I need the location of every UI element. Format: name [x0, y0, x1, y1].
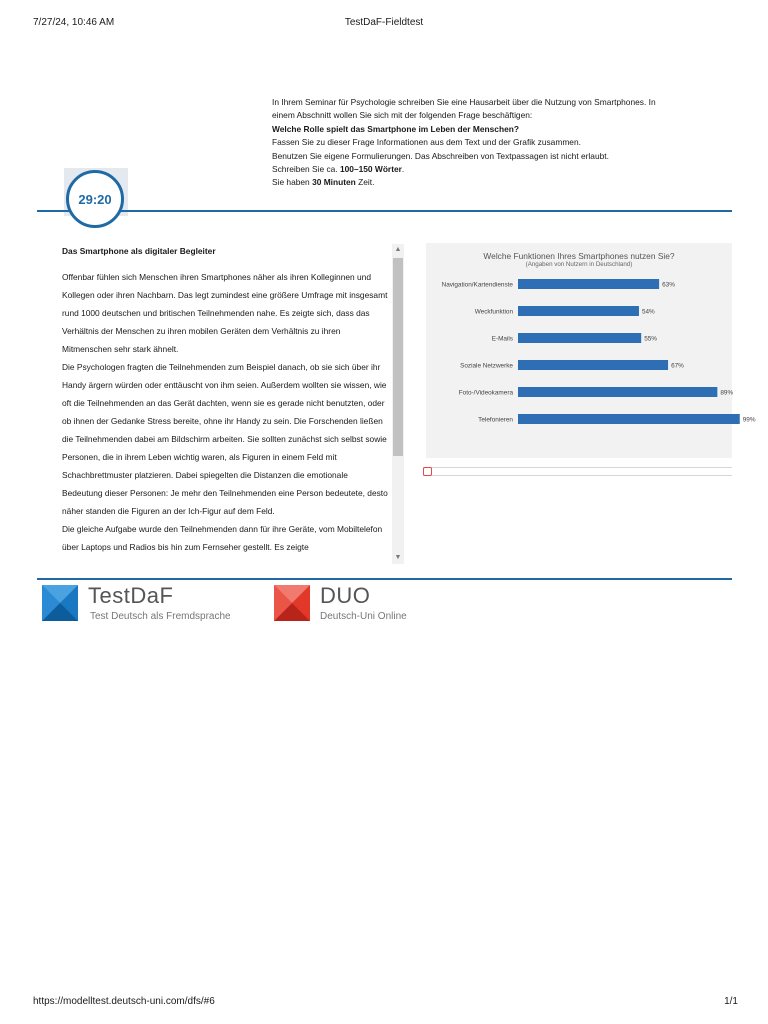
task-question: Welche Rolle spielt das Smartphone im Leben der Menschen?	[272, 123, 519, 134]
instruction-line: Benutzen Sie eigene Formulierungen. Das Abschreiben von Textpassagen ist nicht erlaubt.	[272, 150, 609, 161]
word-count-suffix: .	[401, 164, 405, 175]
word-count: 100–150 Wörter	[339, 164, 402, 175]
chart-bar	[518, 387, 717, 397]
instruction-line: Fassen Sie zu dieser Frage Informationen aus dem Text und der Grafik zusammen.	[272, 137, 581, 148]
instruction-line: In Ihrem Seminar für Psychologie schreiben Sie eine Hausarbeit über die Nutzung von Smartphones. In	[272, 97, 656, 107]
countdown-timer	[66, 170, 124, 228]
scroll-handle-icon[interactable]	[423, 467, 432, 476]
article-title: Das Smartphone als digitaler Begleiter	[62, 246, 216, 256]
chart-subtitle: (Angaben von Nutzern in Deutschland)	[525, 261, 633, 268]
time-suffix: Zeit.	[355, 177, 375, 188]
word-count-instruction	[272, 163, 712, 176]
article-paragraph: Die Psychologen fragten die Teilnehmenden zum Beispiel danach, ob sie sich über ihr Handy ärgern würden oder enttäuscht von ihm seien. Außerdem wollten sie wissen, wie oft die Teilnehmenden an das Gerät dachten, wenn sie es gerade nicht benutzten, oder ob ihnen der Gedanke Stress bereite, ohne ihr Handy zu sein. Die Forschenden ließen die Teilnehmenden dabei am Bildschirm arbeiten. Sie sollten zunächst sich selbst sowie Personen, die in ihrem Leben wichtig waren, als Figuren in einem Feld mit Schachbrettmuster platzieren. Dabei spiegelten die Distanzen die emotionale Bedeutung dieser Personen: Je mehr den Teilnehmenden eine Person bedeutete, desto näher standen die Figuren an der Ich-Figur auf dem Feld.	[62, 362, 388, 516]
text-scrollbar[interactable]	[392, 244, 404, 564]
duo-subtitle: Deutsch-Uni Online	[320, 611, 407, 622]
print-page-number: 1/1	[724, 996, 738, 1007]
article-body	[62, 268, 390, 556]
testdaf-subtitle: Test Deutsch als Fremdsprache	[90, 611, 231, 622]
value-label: 54%	[641, 308, 655, 316]
instruction-line: einem Abschnitt wollen Sie sich mit der folgenden Frage beschäftigen:	[272, 110, 533, 121]
category-label: Foto-/Videokamera	[458, 389, 513, 397]
testdaf-name: TestDaF	[88, 583, 174, 608]
category-label: Soziale Netzwerke	[460, 362, 513, 370]
time-prefix: Sie haben	[272, 177, 313, 188]
category-label: Weckfunktion	[474, 308, 513, 316]
header-divider	[37, 210, 732, 212]
chart-plot	[426, 243, 756, 458]
chart-bar	[518, 333, 641, 343]
value-label: 99%	[742, 416, 756, 424]
footer-divider	[37, 578, 732, 580]
category-label: Navigation/Kartendienste	[441, 281, 513, 289]
category-label: Telefonieren	[478, 416, 513, 424]
scrollbar-thumb[interactable]	[393, 258, 403, 456]
reading-text-panel[interactable]	[62, 244, 390, 564]
scroll-down-arrow-icon[interactable]: ▼	[394, 554, 402, 561]
value-label: 55%	[644, 335, 657, 343]
time-limit: 30 Minuten	[312, 177, 356, 188]
print-date: 7/27/24, 10:46 AM	[33, 17, 115, 28]
scroll-up-arrow-icon[interactable]: ▲	[394, 246, 402, 253]
chart-bar	[518, 414, 740, 424]
duo-name: DUO	[320, 583, 371, 608]
chart-bar	[518, 360, 668, 370]
timer-value: 29:20	[78, 191, 112, 207]
task-instructions	[272, 96, 712, 190]
chart-title: Welche Funktionen Ihres Smartphones nutzen Sie?	[483, 251, 675, 261]
chart-bar	[518, 279, 659, 289]
duo-logo-icon	[274, 585, 310, 621]
value-label: 89%	[720, 389, 734, 397]
time-instruction	[272, 176, 712, 189]
chart-bar	[518, 306, 639, 316]
chart-horizontal-scrollbar[interactable]	[423, 467, 732, 476]
article-paragraph: Offenbar fühlen sich Menschen ihren Smartphones näher als ihren Kolleginnen und Kollegen oder ihren Nachbarn. Das legt zumindest eine größere Umfrage mit insgesamt rund 1000 deutschen und britischen Teilnehmenden nahe. Es zeigte sich, dass das Verhältnis der Menschen zu ihren mobilen Geräten dem Verhältnis zu ihren Mitmenschen sehr stark ähnelt.	[62, 272, 388, 354]
print-url: https://modelltest.deutsch-uni.com/dfs/#6	[33, 996, 215, 1007]
word-count-prefix: Schreiben Sie ca.	[272, 164, 340, 175]
value-label: 67%	[671, 362, 684, 370]
value-label: 63%	[662, 281, 675, 289]
article-paragraph: Die gleiche Aufgabe wurde den Teilnehmenden dann für ihre Geräte, vom Mobiltelefon über Laptops und Radios bis hin zum Fernseher gestellt. Es zeigte	[62, 524, 383, 552]
print-page-title: TestDaF-Fieldtest	[344, 17, 424, 28]
category-label: E-Mails	[491, 335, 513, 343]
testdaf-logo-icon	[42, 585, 78, 621]
bar-chart	[426, 243, 756, 458]
